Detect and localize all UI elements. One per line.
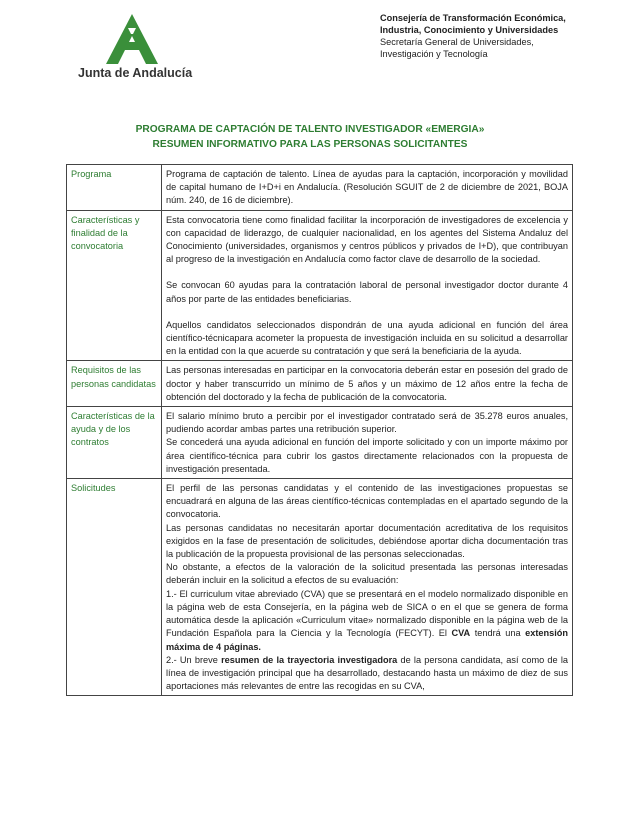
paragraph: Las personas interesadas en participar en la convocatoria deberán estar en posesión del grado de doctor y haber transcurrido un mínimo de 5 años y un máximo de 12 años entre la fecha de obtención del doctorado y la fecha de publicación de la convocatoria. — [166, 365, 568, 402]
paragraph: Esta convocatoria tiene como finalidad facilitar la incorporación de investigadores de excelencia y con capacidad de liderazgo, de cualquier nacionalidad, en los agentes del Sistema Andaluz del Conocimiento (universidades, organismos y centros públicos y privados de I+D), que contribuyan al progreso de la investigación en Andalucía como factor clave de desarrollo de la sociedad. — [166, 214, 568, 265]
table-row — [67, 479, 573, 696]
paragraph — [166, 588, 568, 654]
row-label: Solicitudes — [67, 479, 162, 696]
text-run-bold: CVA — [451, 628, 471, 639]
dept-line: Secretaría General de Universidades, — [380, 37, 534, 47]
text-run: tendrá una — [470, 628, 526, 639]
row-content — [162, 479, 573, 696]
paragraph — [166, 654, 568, 694]
text-run: de la persona candidata, así como de la línea de investigación principal que ha desarrollado, destacando hasta un máximo de diez de sus aportaciones más relevantes de entre las recogidas en su CVA, — [166, 654, 568, 692]
table-row — [67, 407, 573, 479]
paragraph: No obstante, a efectos de la valoración de la solicitud presentada las personas interesadas deberán incluir en la solicitud a efectos de su evaluación: — [166, 562, 568, 586]
paragraph: Se concederá una ayuda adicional en función del importe solicitado y con un importe máximo por área científico-técnica para cubrir los gastos directamente relacionados con la propuesta de investigación presentada. — [166, 437, 568, 474]
row-label: Características de la ayuda y de los contratos — [67, 407, 162, 479]
title-line-1: PROGRAMA DE CAPTACIÓN DE TALENTO INVESTIGADOR «EMERGIA» — [135, 124, 485, 135]
text-run-bold: resumen de la trayectoria investigadora — [221, 654, 398, 665]
summary-table — [66, 164, 573, 696]
row-content — [162, 165, 573, 211]
department-block — [380, 12, 610, 60]
row-label: Requisitos de las personas candidatas — [67, 361, 162, 407]
dept-line: Industria, Conocimiento y Universidades — [380, 25, 559, 35]
dept-line: Consejería de Transformación Económica, — [380, 13, 566, 23]
paragraph: Programa de captación de talento. Línea de ayudas para la captación, incorporación y movilidad de capital humano de I+D+i en Andalucía. (Resolución SGUIT de 2 de diciembre de 2021, BOJA núm. 240, de 16 de diciembre). — [166, 169, 568, 206]
row-content — [162, 361, 573, 407]
paragraph: Aquellos candidatos seleccionados dispondrán de una ayuda adicional en función del área científico-técnicapara acometer la propuesta de investigación incluida en su solicitud a desarrollar en la entidad con la que acuerde su contratación y que será la beneficiaria de la ayuda. — [166, 319, 568, 357]
document-title — [60, 122, 560, 152]
title-line-2: RESUMEN INFORMATIVO PARA LAS PERSONAS SOLICITANTES — [152, 139, 468, 150]
logo-text: Junta de Andalucía — [78, 66, 193, 80]
paragraph: El salario mínimo bruto a percibir por el investigador contratado será de 35.278 euros anuales, pudiendo acordar ambas partes una retribución superior. — [166, 411, 568, 435]
dept-line: Investigación y Tecnología — [380, 49, 488, 59]
row-label: Programa — [67, 165, 162, 211]
paragraph: El perfil de las personas candidatas y el contenido de las investigaciones propuestas se encuadrará en alguna de las áreas científico-técnicas contempladas en el apartado segundo de la convocatoria. — [166, 483, 568, 520]
row-content — [162, 210, 573, 361]
table-row — [67, 210, 573, 361]
paragraph: Las personas candidatas no necesitarán aportar documentación acreditativa de los requisitos exigidos en la fase de presentación de solicitudes, debiéndose aportar dicha documentación tras la publicación de la propuesta provisional de las personas seleccionadas. — [166, 522, 568, 560]
table-row — [67, 165, 573, 211]
junta-andalucia-logo — [78, 14, 198, 84]
text-run-bold: extensión máxima de 4 páginas. — [166, 628, 568, 652]
row-label: Características y finalidad de la convocatoria — [67, 210, 162, 361]
paragraph: Se convocan 60 ayudas para la contratación laboral de personal investigador doctor durante 4 años por parte de las entidades beneficiarias. — [166, 280, 568, 304]
text-run: 1.- El curriculum vitae abreviado (CVA) que se presentará en el modelo normalizado disponible en la página web de esta Consejería, en la página web de SICA o en el que se genera de forma automática desde la aplicación «Curriculum vitae» normalizado disponible en la página web de la Fundación Española para la Ciencia y la Tecnología (FECYT). El — [166, 588, 568, 639]
table-row — [67, 361, 573, 407]
text-run: 2.- Un breve — [166, 654, 222, 665]
row-content — [162, 407, 573, 479]
junta-andalucia-emblem-icon — [106, 14, 158, 64]
